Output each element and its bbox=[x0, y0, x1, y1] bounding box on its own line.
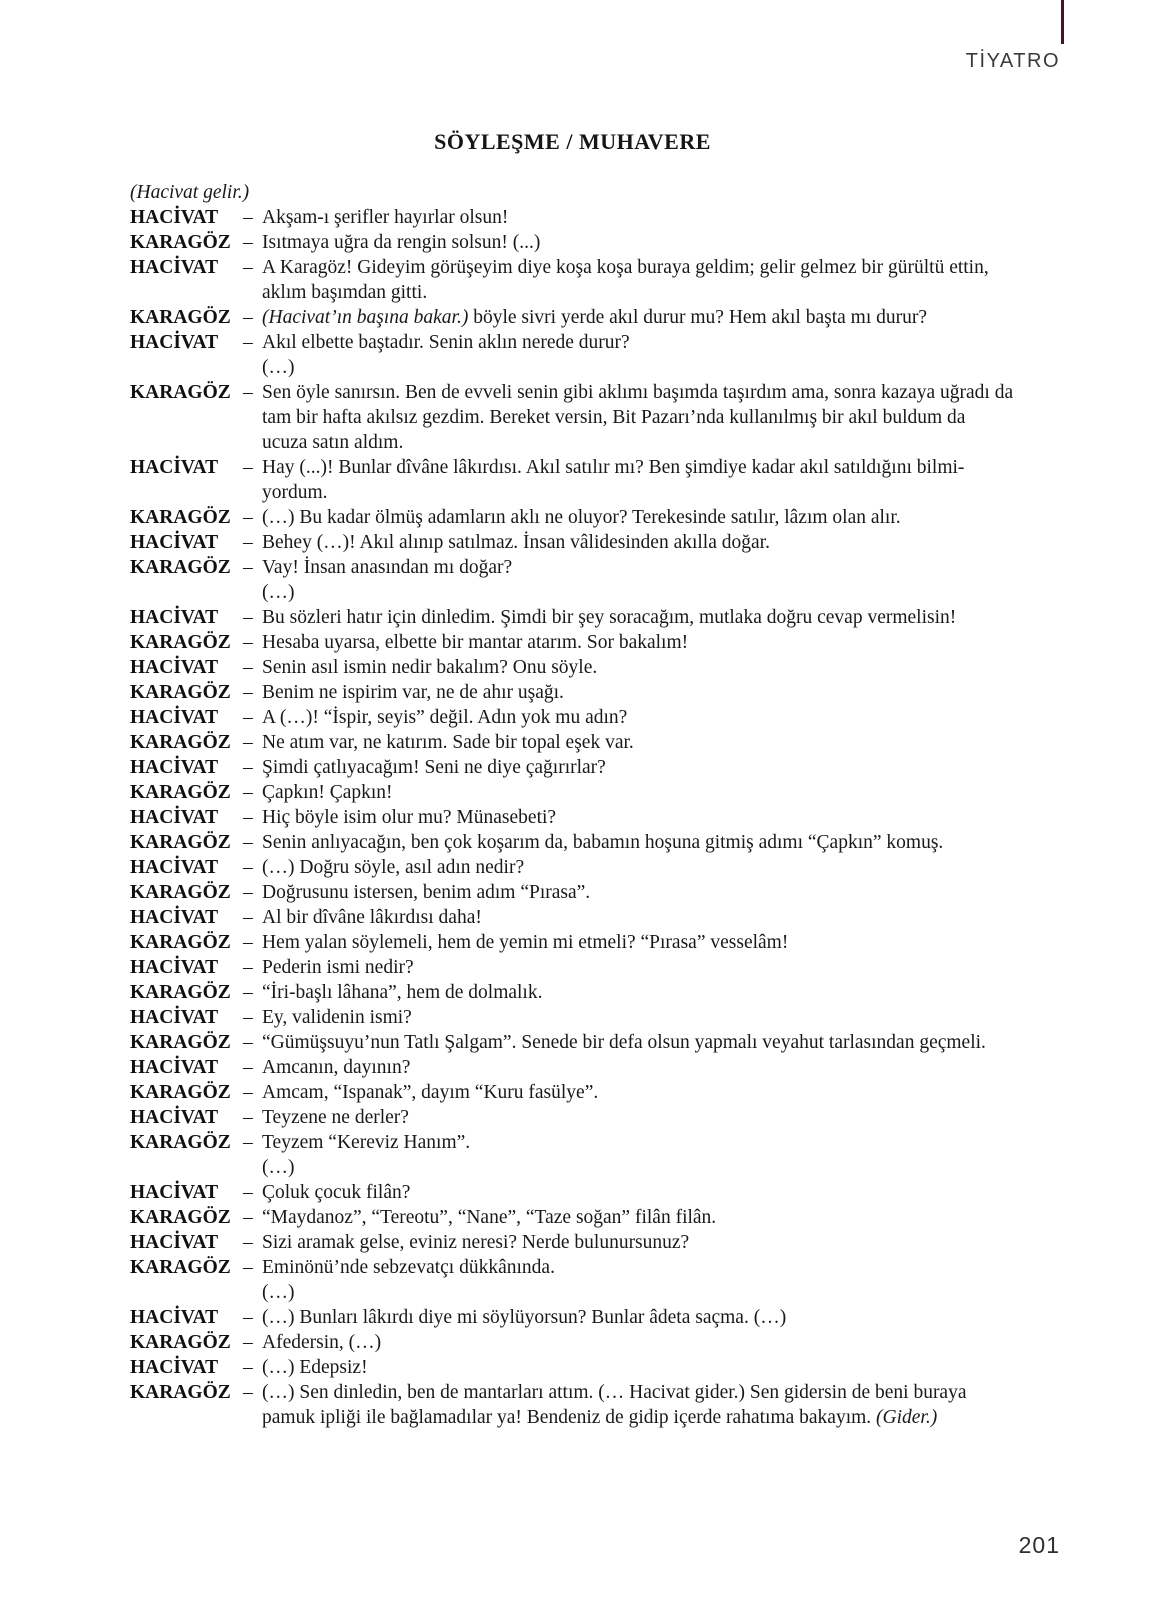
dialogue-text bbox=[262, 455, 1015, 505]
speech-text: (…) Bunları lâkırdı diye mi söylüyorsun? Bunlar âdeta saçma. (…) bbox=[262, 1307, 787, 1328]
dialogue-row bbox=[130, 1380, 1015, 1430]
speaker-name: KARAGÖZ bbox=[130, 557, 231, 578]
speech-text: Hem yalan söylemeli, hem de yemin mi etmeli? “Pırasa” vesselâm! bbox=[262, 932, 789, 953]
dialogue-row bbox=[130, 605, 1015, 630]
dialogue-text bbox=[262, 505, 1015, 530]
dialogue-text bbox=[262, 1205, 1015, 1230]
pause-text: (…) bbox=[262, 582, 295, 603]
dialogue-text bbox=[262, 1380, 1015, 1430]
dialogue-row bbox=[130, 855, 1015, 880]
dialogue-dash: – bbox=[243, 782, 253, 803]
speaker-name: HACİVAT bbox=[130, 957, 219, 978]
dialogue-row bbox=[130, 655, 1015, 680]
dialogue-dash: – bbox=[243, 1257, 253, 1278]
speaker-name: HACİVAT bbox=[130, 1307, 219, 1328]
dialogue-text bbox=[262, 1330, 1015, 1355]
speaker-name: KARAGÖZ bbox=[130, 1257, 231, 1278]
speaker-name: KARAGÖZ bbox=[130, 932, 231, 953]
dialogue-dash: – bbox=[243, 1382, 253, 1403]
dialogue-dash: – bbox=[243, 682, 253, 703]
speech-text: Akşam-ı şerifler hayırlar olsun! bbox=[262, 207, 509, 228]
speaker-name: HACİVAT bbox=[130, 607, 219, 628]
dialogue-dash: – bbox=[243, 707, 253, 728]
stage-direction-inline: (Hacivat’ın başına bakar.) bbox=[262, 307, 469, 328]
dialogue-row bbox=[130, 380, 1015, 455]
dialogue-text bbox=[262, 1355, 1015, 1380]
dialogue-text bbox=[262, 1055, 1015, 1080]
dialogue-row bbox=[130, 305, 1015, 330]
dialogue-dash: – bbox=[243, 457, 253, 478]
dialogue-row bbox=[130, 530, 1015, 555]
dialogue-row bbox=[130, 1005, 1015, 1030]
dialogue-row bbox=[130, 205, 1015, 230]
dialogue-dash: – bbox=[243, 982, 253, 1003]
stage-direction-text: (Hacivat gelir.) bbox=[130, 182, 250, 203]
speaker-name: HACİVAT bbox=[130, 1007, 219, 1028]
dialogue-dash: – bbox=[243, 532, 253, 553]
running-header: TİYATRO bbox=[965, 50, 1060, 72]
dialogue-text bbox=[262, 1255, 1015, 1280]
speech-text: “Gümüşsuyu’nun Tatlı Şalgam”. Senede bir defa olsun yapmalı veyahut tarlasından geçmeli. bbox=[262, 1032, 986, 1053]
dialogue-dash: – bbox=[243, 1357, 253, 1378]
dialogue-text bbox=[262, 380, 1015, 455]
dialogue-row bbox=[130, 1205, 1015, 1230]
speaker-name: HACİVAT bbox=[130, 1107, 219, 1128]
dialogue-row bbox=[130, 680, 1015, 705]
dialogue-row bbox=[130, 1105, 1015, 1130]
speaker-name: HACİVAT bbox=[130, 457, 219, 478]
dialogue-dash: – bbox=[243, 832, 253, 853]
dialogue-dash: – bbox=[243, 207, 253, 228]
dialogue-row bbox=[130, 1180, 1015, 1205]
dialogue-text bbox=[262, 230, 1015, 255]
dialogue-text bbox=[262, 905, 1015, 930]
page-title: SÖYLEŞME / MUHAVERE bbox=[434, 129, 711, 154]
dialogue-dash: – bbox=[243, 932, 253, 953]
dialogue-dash: – bbox=[243, 607, 253, 628]
dialogue-row bbox=[130, 830, 1015, 855]
speaker-name: HACİVAT bbox=[130, 1182, 219, 1203]
dialogue-row bbox=[130, 330, 1015, 355]
dialogue bbox=[130, 180, 1015, 1430]
dialogue-row bbox=[130, 930, 1015, 955]
pause-ellipsis bbox=[130, 1280, 1015, 1305]
speech-text: Senin asıl ismin nedir bakalım? Onu söyle. bbox=[262, 657, 598, 678]
speech-text: Sen öyle sanırsın. Ben de evveli senin gibi aklımı başımda taşırdım ama, sonra kazaya uğradı da tam bir hafta akılsız gezdim. Bereket versin, Bit Pazarı’nda kullanılmış bir akıl buldum da ucuza satın aldım. bbox=[262, 382, 1014, 453]
speech-text: Çoluk çocuk filân? bbox=[262, 1182, 411, 1203]
speaker-name: HACİVAT bbox=[130, 532, 219, 553]
speech-text: (…) Sen dinledin, ben de mantarları attım. (… Hacivat gider.) Sen gidersin de beni buraya pamuk ipliği ile bağlamadılar ya! Bendeniz de gidip içerde rahatıma bakayım. bbox=[262, 1382, 967, 1428]
dialogue-text bbox=[262, 855, 1015, 880]
dialogue-dash: – bbox=[243, 1007, 253, 1028]
dialogue-text bbox=[262, 1030, 1015, 1055]
speech-text: böyle sivri yerde akıl durur mu? Hem akıl başta mı durur? bbox=[468, 307, 928, 328]
dialogue-dash: – bbox=[243, 1182, 253, 1203]
dialogue-text bbox=[262, 1180, 1015, 1205]
dialogue-row bbox=[130, 505, 1015, 530]
dialogue-text bbox=[262, 630, 1015, 655]
dialogue-row bbox=[130, 455, 1015, 505]
speech-text: Teyzem “Kereviz Hanım”. bbox=[262, 1132, 471, 1153]
dialogue-dash: – bbox=[243, 307, 253, 328]
speech-text: Hesaba uyarsa, elbette bir mantar atarım. Sor bakalım! bbox=[262, 632, 689, 653]
speaker-name: KARAGÖZ bbox=[130, 882, 231, 903]
dialogue-dash: – bbox=[243, 1057, 253, 1078]
dialogue-text bbox=[262, 955, 1015, 980]
dialogue-row bbox=[130, 1130, 1015, 1155]
speaker-name: KARAGÖZ bbox=[130, 682, 231, 703]
speech-text: Eminönü’nde sebzevatçı dükkânında. bbox=[262, 1257, 555, 1278]
dialogue-text bbox=[262, 305, 1015, 330]
dialogue-dash: – bbox=[243, 757, 253, 778]
dialogue-row bbox=[130, 1305, 1015, 1330]
speaker-name: KARAGÖZ bbox=[130, 1382, 231, 1403]
dialogue-text bbox=[262, 1305, 1015, 1330]
speech-text: Hay (...)! Bunlar dîvâne lâkırdısı. Akıl satılır mı? Ben şimdiye kadar akıl satıldığını bilmi-yordum. bbox=[262, 457, 965, 503]
dialogue-text bbox=[262, 805, 1015, 830]
dialogue-text bbox=[262, 330, 1015, 355]
speaker-name: HACİVAT bbox=[130, 907, 219, 928]
dialogue-dash: – bbox=[243, 632, 253, 653]
dialogue-dash: – bbox=[243, 332, 253, 353]
dialogue-dash: – bbox=[243, 1332, 253, 1353]
speech-text: Hiç böyle isim olur mu? Münasebeti? bbox=[262, 807, 557, 828]
speaker-name: HACİVAT bbox=[130, 707, 219, 728]
speaker-name: HACİVAT bbox=[130, 857, 219, 878]
dialogue-dash: – bbox=[243, 257, 253, 278]
dialogue-dash: – bbox=[243, 1032, 253, 1053]
pause-text: (…) bbox=[262, 357, 295, 378]
speaker-name: KARAGÖZ bbox=[130, 982, 231, 1003]
dialogue-text bbox=[262, 680, 1015, 705]
dialogue-dash: – bbox=[243, 857, 253, 878]
speaker-name: KARAGÖZ bbox=[130, 307, 231, 328]
speaker-name: KARAGÖZ bbox=[130, 382, 231, 403]
speech-text: Akıl elbette baştadır. Senin aklın nerede durur? bbox=[262, 332, 630, 353]
speech-text: Amcam, “Ispanak”, dayım “Kuru fasülye”. bbox=[262, 1082, 599, 1103]
dialogue-dash: – bbox=[243, 657, 253, 678]
dialogue-text bbox=[262, 530, 1015, 555]
dialogue-dash: – bbox=[243, 1132, 253, 1153]
speech-text: Isıtmaya uğra da rengin solsun! (...) bbox=[262, 232, 541, 253]
dialogue-row bbox=[130, 755, 1015, 780]
speech-text: (…) Bu kadar ölmüş adamların aklı ne oluyor? Terekesinde satılır, lâzım olan alır. bbox=[262, 507, 901, 528]
speaker-name: HACİVAT bbox=[130, 332, 219, 353]
speech-text: A Karagöz! Gideyim görüşeyim diye koşa koşa buraya geldim; gelir gelmez bir gürültü ettin, aklım başımdan gitti. bbox=[262, 257, 989, 303]
speaker-name: KARAGÖZ bbox=[130, 232, 231, 253]
dialogue-dash: – bbox=[243, 907, 253, 928]
dialogue-dash: – bbox=[243, 957, 253, 978]
dialogue-text bbox=[262, 205, 1015, 230]
speaker-name: HACİVAT bbox=[130, 1357, 219, 1378]
speaker-name: HACİVAT bbox=[130, 757, 219, 778]
speaker-name: KARAGÖZ bbox=[130, 782, 231, 803]
dialogue-row bbox=[130, 780, 1015, 805]
speaker-name: HACİVAT bbox=[130, 1057, 219, 1078]
dialogue-text bbox=[262, 705, 1015, 730]
speaker-name: KARAGÖZ bbox=[130, 1082, 231, 1103]
speech-text: Behey (…)! Akıl alınıp satılmaz. İnsan vâlidesinden akılla doğar. bbox=[262, 532, 770, 553]
pause-ellipsis bbox=[130, 355, 1015, 380]
dialogue-row bbox=[130, 1255, 1015, 1280]
speech-text: Şimdi çatlıyacağım! Seni ne diye çağırırlar? bbox=[262, 757, 606, 778]
speech-text: Al bir dîvâne lâkırdısı daha! bbox=[262, 907, 482, 928]
speaker-name: KARAGÖZ bbox=[130, 1207, 231, 1228]
speech-text: Senin anlıyacağın, ben çok koşarım da, babamın hoşuna gitmiş adımı “Çapkın” komuş. bbox=[262, 832, 944, 853]
dialogue-dash: – bbox=[243, 807, 253, 828]
pause-ellipsis bbox=[130, 580, 1015, 605]
dialogue-text bbox=[262, 1005, 1015, 1030]
speech-text: Teyzene ne derler? bbox=[262, 1107, 409, 1128]
speech-text: Ne atım var, ne katırım. Sade bir topal eşek var. bbox=[262, 732, 634, 753]
dialogue-text bbox=[262, 980, 1015, 1005]
dialogue-dash: – bbox=[243, 1082, 253, 1103]
speaker-name: HACİVAT bbox=[130, 807, 219, 828]
dialogue-row bbox=[130, 1030, 1015, 1055]
dialogue-dash: – bbox=[243, 1207, 253, 1228]
dialogue-dash: – bbox=[243, 1232, 253, 1253]
speaker-name: KARAGÖZ bbox=[130, 1032, 231, 1053]
dialogue-dash: – bbox=[243, 1307, 253, 1328]
dialogue-row bbox=[130, 730, 1015, 755]
dialogue-dash: – bbox=[243, 557, 253, 578]
dialogue-row bbox=[130, 955, 1015, 980]
dialogue-text bbox=[262, 1230, 1015, 1255]
speaker-name: KARAGÖZ bbox=[130, 732, 231, 753]
dialogue-row bbox=[130, 255, 1015, 305]
speech-text: Afedersin, (…) bbox=[262, 1332, 382, 1353]
dialogue-dash: – bbox=[243, 382, 253, 403]
dialogue-row bbox=[130, 980, 1015, 1005]
speech-text: Pederin ismi nedir? bbox=[262, 957, 414, 978]
speech-text: Doğrusunu istersen, benim adım “Pırasa”. bbox=[262, 882, 591, 903]
speech-text: (…) Doğru söyle, asıl adın nedir? bbox=[262, 857, 525, 878]
dialogue-dash: – bbox=[243, 507, 253, 528]
speech-text: Vay! İnsan anasından mı doğar? bbox=[262, 557, 513, 578]
chapter-rule bbox=[1061, 0, 1064, 44]
dialogue-text bbox=[262, 655, 1015, 680]
dialogue-row bbox=[130, 1055, 1015, 1080]
dialogue-dash: – bbox=[243, 232, 253, 253]
speaker-name: KARAGÖZ bbox=[130, 1332, 231, 1353]
dialogue-row bbox=[130, 705, 1015, 730]
dialogue-row bbox=[130, 1330, 1015, 1355]
speech-text: Bu sözleri hatır için dinledim. Şimdi bir şey soracağım, mutlaka doğru cevap vermelisin! bbox=[262, 607, 957, 628]
dialogue-row bbox=[130, 630, 1015, 655]
dialogue-text bbox=[262, 730, 1015, 755]
pause-text: (…) bbox=[262, 1157, 295, 1178]
speech-text: Çapkın! Çapkın! bbox=[262, 782, 393, 803]
dialogue-dash: – bbox=[243, 1107, 253, 1128]
dialogue-text bbox=[262, 755, 1015, 780]
dialogue-row bbox=[130, 1080, 1015, 1105]
dialogue-dash: – bbox=[243, 882, 253, 903]
dialogue-row bbox=[130, 1355, 1015, 1380]
speaker-name: HACİVAT bbox=[130, 1232, 219, 1253]
dialogue-text bbox=[262, 605, 1015, 630]
speech-text: (…) Edepsiz! bbox=[262, 1357, 368, 1378]
dialogue-row bbox=[130, 805, 1015, 830]
speaker-name: KARAGÖZ bbox=[130, 632, 231, 653]
dialogue-text bbox=[262, 1130, 1015, 1155]
dialogue-text bbox=[262, 930, 1015, 955]
dialogue-text bbox=[262, 780, 1015, 805]
dialogue-dash: – bbox=[243, 732, 253, 753]
dialogue-row bbox=[130, 880, 1015, 905]
speech-text: Amcanın, dayının? bbox=[262, 1057, 411, 1078]
dialogue-text bbox=[262, 880, 1015, 905]
speaker-name: HACİVAT bbox=[130, 257, 219, 278]
dialogue-row bbox=[130, 905, 1015, 930]
pause-ellipsis bbox=[130, 1155, 1015, 1180]
dialogue-row bbox=[130, 555, 1015, 580]
speaker-name: KARAGÖZ bbox=[130, 1132, 231, 1153]
speech-text: “İri-başlı lâhana”, hem de dolmalık. bbox=[262, 982, 543, 1003]
pause-text: (…) bbox=[262, 1282, 295, 1303]
dialogue-text bbox=[262, 555, 1015, 580]
stage-direction-inline: (Gider.) bbox=[876, 1407, 938, 1428]
dialogue-text bbox=[262, 1080, 1015, 1105]
speech-text: Ey, validenin ismi? bbox=[262, 1007, 412, 1028]
speech-text: A (…)! “İspir, seyis” değil. Adın yok mu adın? bbox=[262, 707, 628, 728]
dialogue-row bbox=[130, 1230, 1015, 1255]
dialogue-text bbox=[262, 255, 1015, 305]
speech-text: Sizi aramak gelse, eviniz neresi? Nerde bulunursunuz? bbox=[262, 1232, 690, 1253]
speaker-name: KARAGÖZ bbox=[130, 507, 231, 528]
dialogue-text bbox=[262, 830, 1015, 855]
dialogue-text bbox=[262, 1105, 1015, 1130]
speaker-name: KARAGÖZ bbox=[130, 832, 231, 853]
dialogue-row bbox=[130, 230, 1015, 255]
speaker-name: HACİVAT bbox=[130, 657, 219, 678]
page-number: 201 bbox=[1018, 1532, 1060, 1558]
speech-text: “Maydanoz”, “Tereotu”, “Nane”, “Taze soğan” filân filân. bbox=[262, 1207, 717, 1228]
speaker-name: HACİVAT bbox=[130, 207, 219, 228]
stage-direction bbox=[130, 180, 1015, 205]
speech-text: Benim ne ispirim var, ne de ahır uşağı. bbox=[262, 682, 564, 703]
